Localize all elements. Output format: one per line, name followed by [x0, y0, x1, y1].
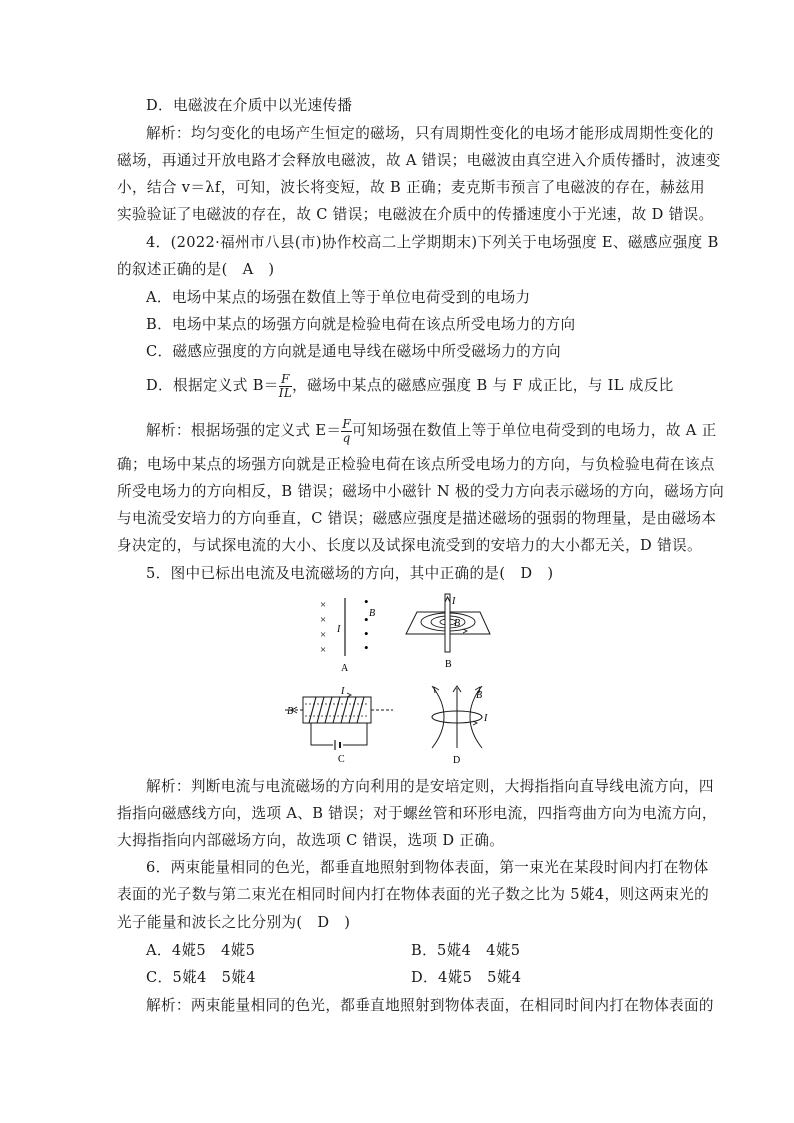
q6-option-a: A．4婲5 4婲5 [146, 942, 256, 959]
cross-mark: × [320, 629, 327, 641]
q3-analysis-line: 实验验证了电磁波的存在，故 C 错误；电磁波在介质中的传播速度小于光速，故 D 错误。 [117, 206, 714, 223]
q5-analysis-line: 指指向磁感线方向，选项 A、B 错误；对于螺丝管和环形电流，四指弯曲方向为电流方向， [117, 805, 717, 822]
fraction-denominator: q [342, 430, 351, 445]
q6-option-b: B．5婲4 4婲5 [411, 942, 521, 959]
field-label: B [287, 706, 294, 717]
q4-stem: 的叙述正确的是( A ) [117, 261, 275, 278]
q6-stem: 6．两束能量相同的色光，都垂直地照射到物体表面，第一束光在某段时间内打在物体 [146, 859, 709, 876]
q4-analysis-line: 确；电场中某点的场强方向就是正检验电荷在该点所受电场力的方向，与负检验电荷在该点 [117, 456, 715, 473]
q4-stem: 4．(2022·福州市八县(市)协作校高二上学期期末)下列关于电场强度 E、磁感应强度 B [146, 234, 719, 251]
figure-label-a: A [341, 663, 349, 674]
q6-analysis-line: 解析：两束能量相同的色光，都垂直地照射到物体表面，在相同时间内打在物体表面的 [146, 997, 714, 1014]
dot-mark: • [364, 612, 369, 627]
wire [445, 594, 450, 652]
q6-option-d: D．4婲5 5婲4 [411, 969, 522, 986]
q6-option-c: C．5婲4 5婲4 [146, 969, 256, 986]
dot-mark: • [364, 626, 369, 641]
current-label: I [452, 596, 456, 607]
q4-analysis-line: 身决定的，与试探电流的大小、长度以及试探电流受到的安培力的大小都无关，D 错误。 [117, 537, 702, 554]
q4-option-d-fraction [279, 373, 292, 400]
figure-label-c: C [338, 754, 345, 765]
fraction-numerator: F [342, 416, 352, 431]
field-label: B [476, 690, 483, 701]
q4-analysis-suffix: 可知场强在数值上等于单位电荷受到的电场力，故 A 正 [352, 422, 717, 439]
q4-option-a: A．电场中某点的场强在数值上等于单位电荷受到的电场力 [146, 289, 531, 306]
dot-mark: • [364, 640, 369, 655]
figure-b-wire-through-plate [402, 592, 494, 676]
q4-option-d-suffix: ，磁场中某点的磁感应强度 B 与 F 成正比，与 IL 成反比 [292, 377, 674, 394]
circuit-wire [311, 723, 333, 745]
circuit-wire [343, 723, 367, 745]
q4-option-d-prefix: D．根据定义式 B＝ [146, 377, 279, 394]
q4-analysis-fraction [341, 418, 352, 445]
cross-mark: × [320, 644, 327, 656]
field-line [432, 686, 444, 748]
q4-analysis-line: 与电流受安培力的方向垂直，C 错误；磁感应强度是描述磁场的强弱的物理量，是由磁场本 [117, 510, 717, 527]
field-label: B [369, 608, 376, 619]
q6-stem: 表面的光子数与第二束光在相同时间内打在物体表面的光子数之比为 5婲4，则这两束光的 [117, 886, 710, 903]
q4-analysis-prefix: 解析：根据场强的定义式 E＝ [146, 422, 342, 439]
q3-option-d: D．电磁波在介质中以光速传播 [146, 97, 353, 114]
q5-analysis-line: 大拇指指向内部磁场方向，故选项 C 错误，选项 D 正确。 [117, 832, 505, 849]
figure-label-d: D [453, 755, 461, 766]
cross-mark: × [320, 614, 327, 626]
current-arrow-icon [347, 693, 351, 697]
q5-stem: 5．图中已标出电流及电流磁场的方向，其中正确的是( D ) [146, 565, 554, 582]
q3-analysis-line: 小，结合 v＝λf，可知，波长将变短，故 B 正确；麦克斯韦预言了电磁波的存在，赫兹用 [117, 179, 705, 196]
cross-mark: × [320, 599, 327, 611]
fraction-numerator: F [279, 373, 292, 387]
field-label: B [454, 618, 461, 629]
figure-a-straight-wire [305, 596, 395, 680]
q4-option-c: C．磁感应强度的方向就是通电导线在磁场中所受磁场力的方向 [146, 343, 561, 360]
current-label: I [337, 624, 341, 635]
current-label: I [341, 686, 345, 697]
solenoid-coils [309, 697, 364, 723]
q3-analysis-line: 解析：均匀变化的电场产生恒定的磁场，只有周期性变化的电场才能形成周期性变化的 [146, 125, 714, 142]
figure-d-ring-current [418, 684, 496, 766]
q6-stem: 光子能量和波长之比分别为( D ) [117, 914, 351, 931]
current-label: I [484, 713, 488, 724]
q4-analysis-line: 所受电场力的方向相反，B 错误；磁场中小磁针 N 极的受力方向表示磁场的方向，磁场方向 [117, 483, 725, 500]
dot-mark: • [364, 596, 369, 609]
fraction-denominator: IL [278, 385, 293, 400]
figure-label-b: B [445, 659, 452, 670]
q4-option-b: B．电场中某点的场强方向就是检验电荷在该点所受电场力的方向 [146, 316, 576, 333]
figure-c-solenoid [283, 685, 405, 765]
q3-analysis-line: 磁场，再通过开放电路才会释放电磁波，故 A 错误；电磁波由真空进入介质传播时，波速变 [117, 152, 721, 169]
q5-analysis-line: 解析：判断电流与电流磁场的方向利用的是安培定则，大拇指指向直导线电流方向，四 [146, 778, 714, 795]
field-arrow-icon [463, 629, 467, 633]
q4-option-d [146, 371, 674, 401]
q4-analysis-line [146, 416, 717, 446]
current-arrow-icon [473, 721, 477, 725]
